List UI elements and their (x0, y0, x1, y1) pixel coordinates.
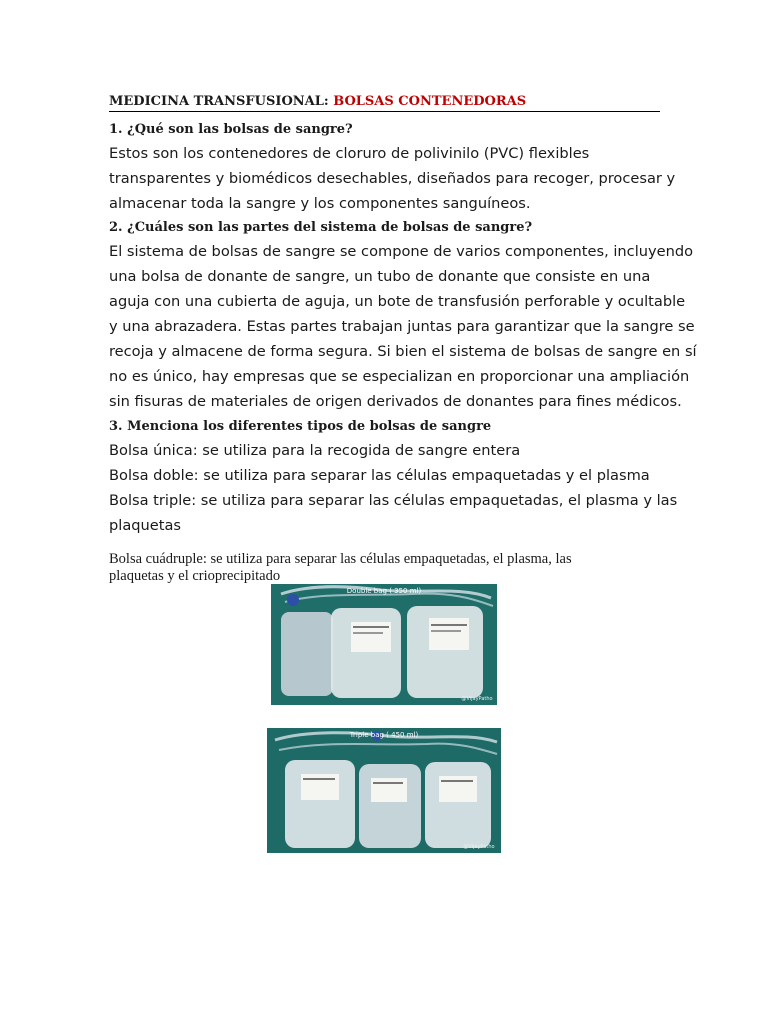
question-1: 1. ¿Qué son las bolsas de sangre? (109, 122, 353, 137)
answer-2-line: una bolsa de donante de sangre, un tubo de donante que consiste en una (109, 268, 651, 285)
answer-3-line: Bolsa doble: se utiliza para separar las células empaquetadas y el plasma (109, 467, 650, 484)
answer-2-line: aguja con una cubierta de aguja, un bote de transfusión perforable y ocultable (109, 293, 686, 310)
quadruple-line: Bolsa cuádruple: se utiliza para separar las células empaquetadas, el plasma, las (109, 551, 572, 567)
answer-2 (109, 239, 697, 414)
answer-2-line: no es único, hay empresas que se especializan en proporcionar una ampliación (109, 368, 690, 385)
answer-3-line: Bolsa triple: se utiliza para separar las células empaquetadas, el plasma y las (109, 492, 678, 509)
double-bag-caption: Double bag ( 350 ml) (346, 587, 422, 595)
answer-3 (109, 438, 678, 538)
quadruple-bag-paragraph (109, 551, 660, 585)
answer-3-line: plaquetas (109, 517, 182, 534)
answer-1-line: transparentes y biomédicos desechables, diseñados para recoger, procesar y (109, 170, 676, 187)
answer-1-line: Estos son los contenedores de cloruro de polivinilo (PVC) flexibles (109, 145, 590, 162)
answer-2-line: El sistema de bolsas de sangre se compone de varios componentes, incluyendo (109, 243, 694, 260)
double-bag-credit: @VijayPatho (461, 696, 493, 702)
quadruple-line: plaquetas y el crioprecipitado (109, 568, 281, 584)
triple-bag-photo (267, 728, 501, 853)
answer-2-line: y una abrazadera. Estas partes trabajan juntas para garantizar que la sangre se (109, 318, 695, 335)
double-bag-photo (271, 584, 497, 705)
answer-2-line: sin fisuras de materiales de origen derivados de donantes para fines médicos. (109, 393, 682, 410)
question-3: 3. Menciona los diferentes tipos de bolsas de sangre (109, 419, 492, 434)
header-highlight: BOLSAS CONTENEDORAS (333, 94, 527, 109)
triple-bag-credit: @VijayPatho (463, 844, 495, 850)
answer-1-line: almacenar toda la sangre y los componentes sanguíneos. (109, 195, 531, 212)
answer-3-line: Bolsa única: se utiliza para la recogida de sangre entera (109, 442, 521, 459)
answer-2-line: recoja y almacene de forma segura. Si bien el sistema de bolsas de sangre en sí (109, 343, 697, 360)
document-header (109, 94, 660, 112)
triple-bag-caption: Triple bag ( 450 ml) (349, 731, 419, 739)
answer-1 (109, 141, 676, 216)
header-prefix: MEDICINA TRANSFUSIONAL: (109, 94, 334, 109)
question-2: 2. ¿Cuáles son las partes del sistema de bolsas de sangre? (109, 220, 533, 235)
